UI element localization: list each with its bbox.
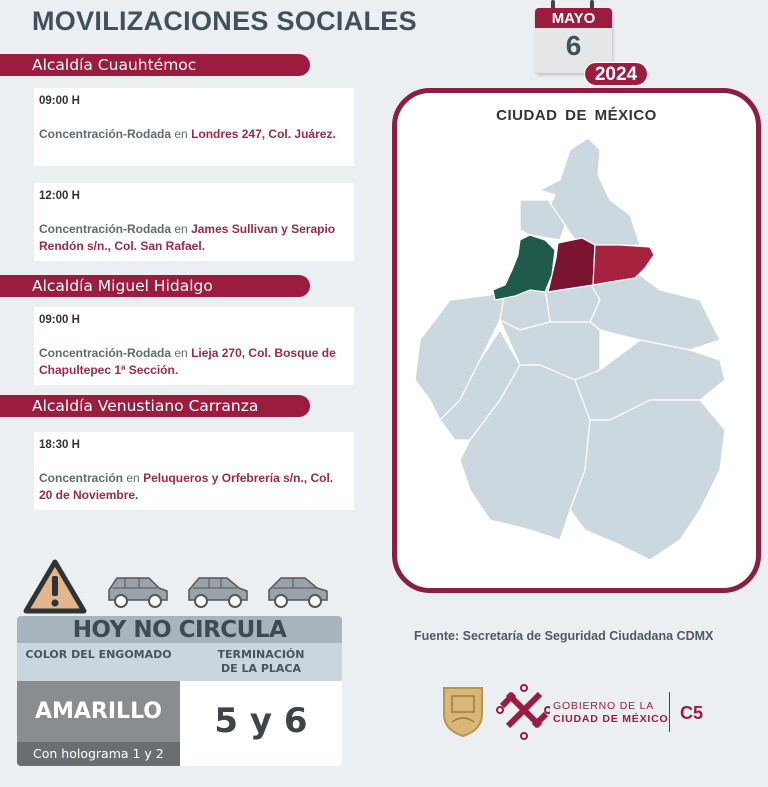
engomado-header: COLOR DEL ENGOMADO	[25, 648, 172, 661]
event-card	[34, 183, 354, 261]
event-card	[34, 432, 354, 510]
plate-endings: 5 y 6	[214, 701, 308, 741]
event-description: Concentración-Rodada en James Sullivan y Serapio Rendón s/n., Col. San Rafael.	[39, 222, 336, 253]
event-description: Concentración-Rodada en Lieja 270, Col. Bosque de Chapultepec 1ª Sección.	[39, 346, 336, 377]
event-place: Peluqueros y Orfebrería s/n., Col. 20 de Noviembre.	[39, 471, 334, 502]
event-time: 09:00 H	[39, 314, 80, 326]
hoy-no-circula-panel	[17, 616, 342, 766]
event-description: Concentración en Peluqueros y Orfebrería s/n., Col. 20 de Noviembre.	[39, 471, 334, 502]
cdmx-coat-of-arms-icon	[444, 688, 482, 736]
calendar-day: 6	[565, 30, 582, 61]
source-text: Fuente: Secretaría de Seguridad Ciudadana CDMX	[414, 629, 714, 643]
logo-divider	[669, 692, 670, 732]
calendar-year: 2024	[584, 62, 648, 86]
hologram-note: Con holograma 1 y 2	[17, 742, 180, 766]
event-time: 18:30 H	[39, 439, 80, 451]
car-icon	[105, 574, 171, 610]
map-panel	[392, 88, 761, 593]
event-place: Lieja 270, Col. Bosque de Chapultepec 1ª Sección.	[39, 346, 336, 377]
alcaldia-banner-cuauhtemoc: Alcaldía Cuauhtémoc	[0, 54, 310, 76]
cdmx-government-logo-icon	[497, 685, 550, 739]
page-title: MOVILIZACIONES SOCIALES	[32, 6, 417, 36]
event-description: Concentración-Rodada en Londres 247, Col. Juárez.	[39, 127, 336, 141]
placa-header: TERMINACIÓN DE LA PLACA	[217, 648, 305, 675]
event-card	[34, 307, 354, 385]
map-title: CIUDAD DE MÉXICO	[496, 107, 657, 124]
map-region-miguel-hidalgo	[493, 235, 555, 300]
event-time: 09:00 H	[39, 95, 80, 107]
alcaldia-banner-venustiano-carranza: Alcaldía Venustiano Carranza	[0, 395, 310, 417]
hoy-no-circula-title: HOY NO CIRCULA	[17, 616, 342, 643]
car-icon	[185, 574, 251, 610]
event-place: James Sullivan y Serapio Rendón s/n., Col. San Rafael.	[39, 222, 336, 253]
cdmx-map	[397, 93, 756, 588]
engomado-color-cell	[17, 681, 180, 766]
event-card	[34, 88, 354, 166]
alcaldia-banner-miguel-hidalgo: Alcaldía Miguel Hidalgo	[0, 275, 310, 297]
government-name: GOBIERNO DE LA CIUDAD DE MÉXICO	[553, 700, 669, 725]
calendar-month: MAYO	[535, 8, 612, 28]
map-region-cuauhtemoc	[548, 238, 595, 292]
car-icon	[265, 574, 331, 610]
event-place: Londres 247, Col. Juárez.	[191, 127, 336, 141]
warning-icon	[22, 558, 88, 616]
event-time: 12:00 H	[39, 190, 80, 202]
c5-logo: C5	[680, 703, 704, 723]
engomado-color: AMARILLO	[34, 699, 163, 724]
logos	[440, 684, 550, 740]
